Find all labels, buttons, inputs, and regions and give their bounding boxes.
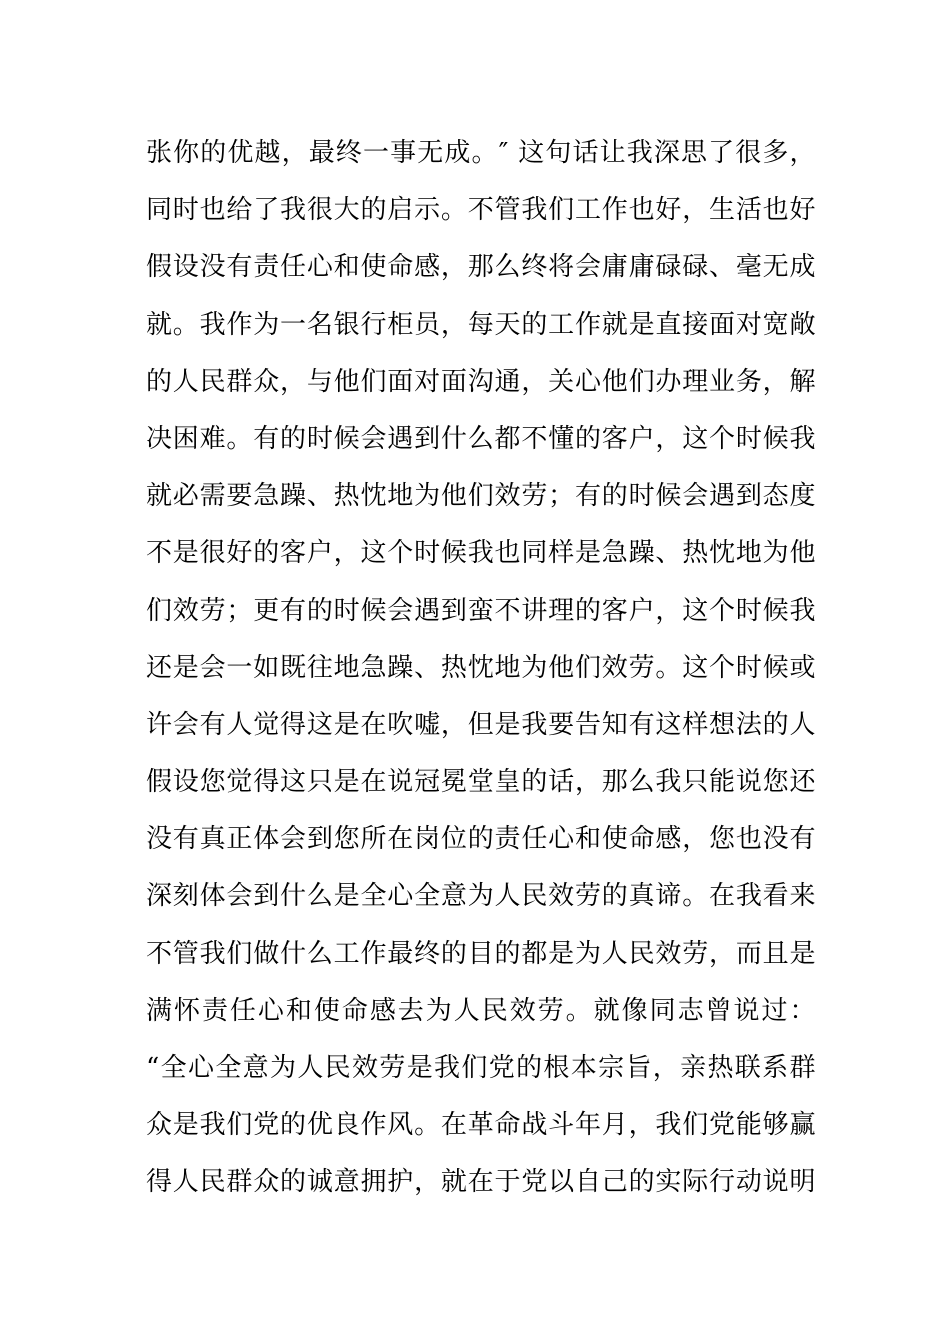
body-text [146, 125, 816, 1212]
text-line: 众是我们党的优良作风。在革命战斗年月，我们党能够赢 [146, 1110, 816, 1141]
text-line: 张你的优越，最终一事无成。″ 这句话让我深思了很多， [146, 138, 816, 168]
text-line: 们效劳；更有的时候会遇到蛮不讲理的客户，这个时候我 [146, 595, 816, 626]
text-line: 许会有人觉得这是在吹嘘，但是我要告知有这样想法的人 [146, 709, 816, 740]
text-line: 没有真正体会到您所在岗位的责任心和使命感，您也没有 [146, 824, 816, 855]
text-line: 深刻体会到什么是全心全意为人民效劳的真谛。在我看来 [146, 881, 816, 912]
text-line: 假设没有责任心和使命感，那么终将会庸庸碌碌、毫无成 [146, 252, 816, 283]
text-line: 的人民群众，与他们面对面沟通，关心他们办理业务，解 [146, 366, 816, 397]
text-line: 决困难。有的时候会遇到什么都不懂的客户，这个时候我 [146, 423, 816, 454]
text-line: 满怀责任心和使命感去为人民效劳。就像同志曾说过： [146, 995, 816, 1026]
text-line: 假设您觉得这只是在说冠冕堂皇的话，那么我只能说您还 [146, 767, 816, 798]
text-line: 就。我作为一名银行柜员，每天的工作就是直接面对宽敞 [146, 309, 816, 340]
text-line: “全心全意为人民效劳是我们党的根本宗旨，亲热联系群 [146, 1053, 816, 1083]
text-line: 不管我们做什么工作最终的目的都是为人民效劳，而且是 [146, 938, 816, 969]
text-line: 同时也给了我很大的启示。不管我们工作也好，生活也好 [146, 195, 816, 226]
text-line: 不是很好的客户，这个时候我也同样是急躁、热忱地为他 [146, 538, 816, 569]
text-line: 得人民群众的诚意拥护，就在于党以自己的实际行动说明 [146, 1167, 816, 1198]
text-line: 就必需要急躁、热忱地为他们效劳；有的时候会遇到态度 [146, 481, 816, 512]
text-line: 还是会一如既往地急躁、热忱地为他们效劳。这个时候或 [146, 652, 816, 683]
